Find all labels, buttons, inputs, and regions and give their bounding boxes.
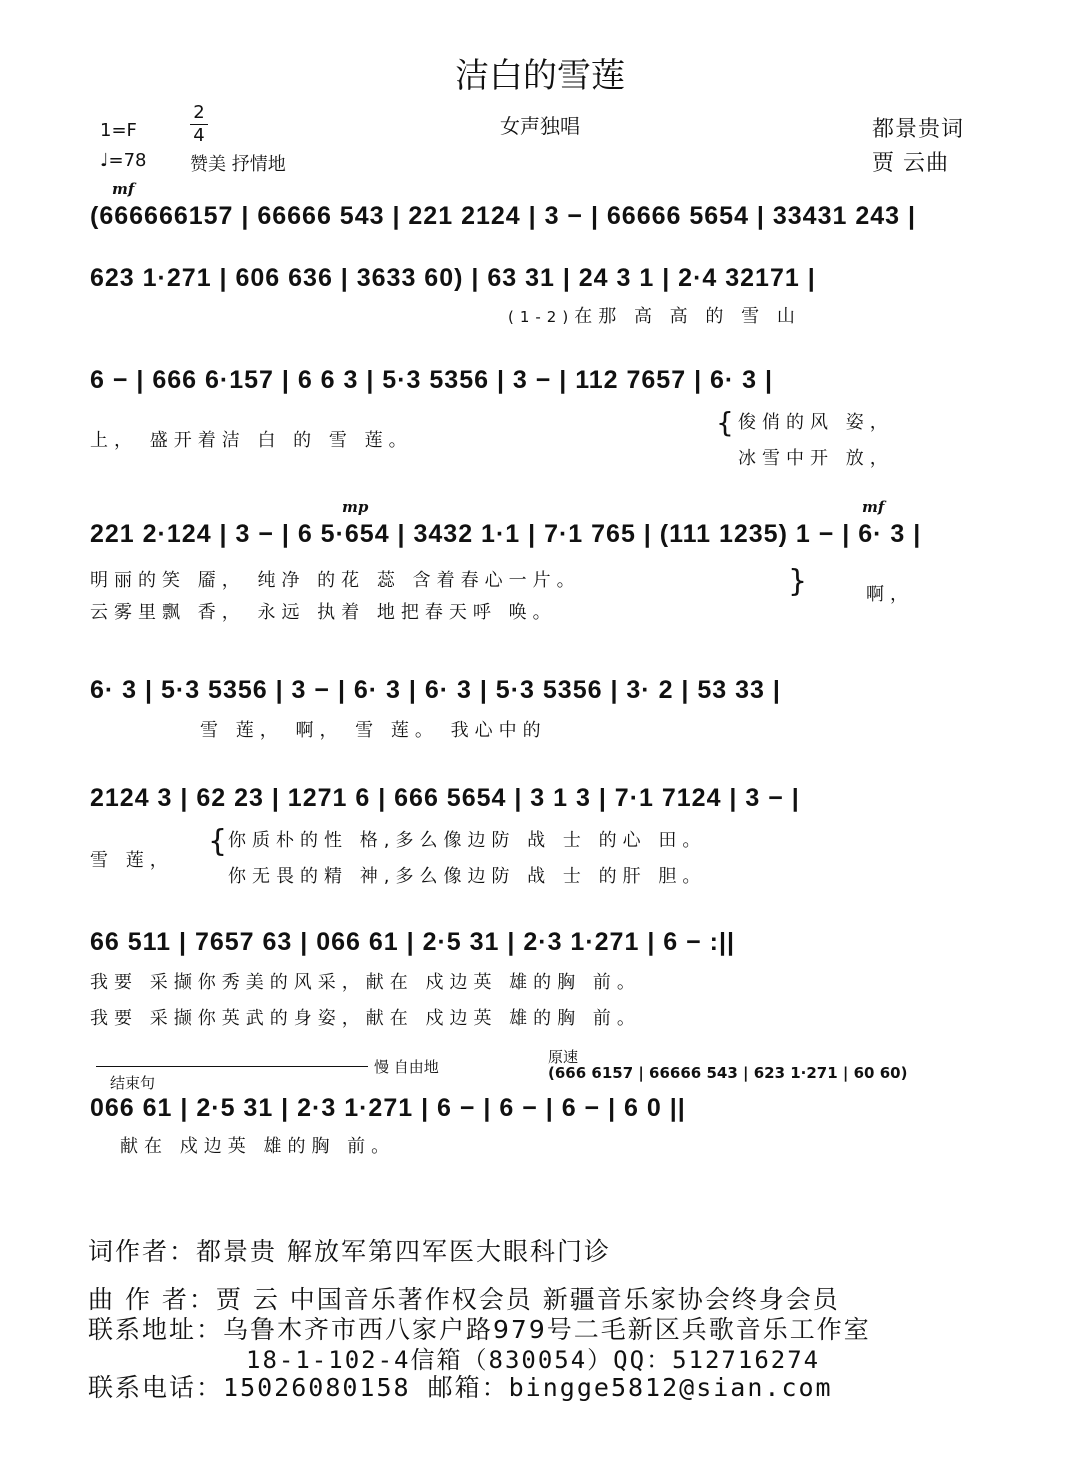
lyric-line-3-verse-2: 冰雪中开 放， xyxy=(738,448,894,469)
lyric-line-8: 献在 戍边英 雄的胸 前。 xyxy=(120,1136,396,1157)
verse-brace-left: { xyxy=(716,406,734,439)
ending-bracket xyxy=(96,1066,368,1067)
composer-credit: 贾 云曲 xyxy=(872,151,949,176)
lyric-line-3: 上， 盛开着洁 白 的 雪 莲。 xyxy=(90,430,413,451)
verse-marker: (1-2) xyxy=(508,308,575,326)
score-line-2: 623 1·271 | 606 636 | 3633 60) | 63 31 | 24 3 1 | 2·4 32171 | xyxy=(90,264,816,292)
lyric-line-2 xyxy=(508,302,988,328)
lyric-line-4-verse-2: 云雾里飘 香， 永远 执着 地把春天呼 唤。 xyxy=(90,602,557,623)
score-line-8: 066 61 | 2·5 31 | 2·3 1·271 | 6 − | 6 − | 6 − | 6 0 || xyxy=(90,1094,686,1122)
lyric-line-4-verse-1: 明丽的笑 靥， 纯净 的花 蕊 含着春心一片。 xyxy=(90,570,581,591)
lyric-line-6-verse-1: 你质朴的性 格,多么像边防 战 士 的心 田。 xyxy=(228,830,707,851)
footer-address-label: 联系地址： xyxy=(88,1315,224,1344)
time-signature-top: 2 xyxy=(193,102,205,123)
ending-label: 结束句 xyxy=(110,1074,156,1092)
lyric-line-7-verse-2: 我要 采撷你英武的身姿，献在 戍边英 雄的胸 前。 xyxy=(90,1008,641,1029)
footer-phone-info: 15026080158 邮箱：bingge5812@sian.com xyxy=(223,1373,833,1402)
footer-lyricist-info: 都景贵 解放军第四军医大眼科门诊 xyxy=(196,1237,611,1266)
footer-address-info: 乌鲁木齐市西八家户路979号二毛新区兵歌音乐工作室 xyxy=(223,1315,871,1344)
dynamic-mf-2: mf xyxy=(862,498,885,516)
footer-lyricist-label: 词作者： xyxy=(88,1237,197,1266)
lyric-line-4-ah: 啊， xyxy=(866,584,914,605)
restore-tempo: 原速 xyxy=(548,1048,579,1066)
footer-phone-label: 联系电话： xyxy=(88,1373,224,1402)
time-signature xyxy=(190,102,208,147)
quarter-note-icon: ♩ xyxy=(100,150,109,171)
score-line-3: 6 − | 666 6·157 | 6 6 3 | 5·3 5356 | 3 − | 112 7657 | 6· 3 | xyxy=(90,366,774,394)
lyric-line-5: 雪 莲， 啊， 雪 莲。 我心中的 xyxy=(200,720,547,741)
lyric-line-3-verse-1: 俊俏的风 姿， xyxy=(738,412,894,433)
score-line-7: 66 511 | 7657 63 | 066 61 | 2·5 31 | 2·3 1·271 | 6 − :|| xyxy=(90,928,735,956)
footer-lyricist xyxy=(88,1232,611,1268)
song-title: 洁白的雪莲 xyxy=(455,56,625,96)
expression-marking: 赞美 抒情地 xyxy=(190,154,286,175)
verse-brace-right: } xyxy=(788,564,808,599)
score-line-4: 221 2·124 | 3 − | 6 5·654 | 3432 1·1 | 7·1 765 | (111 1235) 1 − | 6· 3 | xyxy=(90,520,922,548)
tempo-value: =78 xyxy=(108,150,147,171)
lyric-line-7-verse-1: 我要 采撷你秀美的风采，献在 戍边英 雄的胸 前。 xyxy=(90,972,641,993)
lyric-line-2-text: 在那 高 高 的 雪 山 xyxy=(574,306,801,327)
score-line-1: (666666157 | 66666 543 | 221 2124 | 3 − | 66666 5654 | 33431 243 | xyxy=(90,202,916,230)
ending-tempo: 慢 自由地 xyxy=(374,1058,439,1076)
tempo-marking xyxy=(100,150,147,171)
footer-phone xyxy=(88,1368,833,1404)
footer-address-continued: 18-1-102-4信箱（830054）QQ：512716274 xyxy=(246,1346,821,1374)
footer-composer-label: 曲 作 者： xyxy=(88,1285,216,1314)
ending-accompaniment: (666 6157 | 66666 543 | 623 1·271 | 60 60) xyxy=(548,1064,908,1082)
score-line-6: 2124 3 | 62 23 | 1271 6 | 666 5654 | 3 1 3 | 7·1 7124 | 3 − | xyxy=(90,784,800,812)
score-line-5: 6· 3 | 5·3 5356 | 3 − | 6· 3 | 6· 3 | 5·3 5356 | 3· 2 | 53 33 | xyxy=(90,676,781,704)
footer-composer-info: 贾 云 中国音乐著作权会员 新疆音乐家协会终身会员 xyxy=(215,1285,840,1314)
key-signature: 1=F xyxy=(100,120,137,141)
time-signature-bottom: 4 xyxy=(190,124,208,147)
dynamic-mp: mp xyxy=(342,498,369,516)
dynamic-mf: mf xyxy=(112,180,135,198)
verse-brace-left-2: { xyxy=(208,824,228,859)
lyric-line-6-verse-2: 你无畏的精 神,多么像边防 战 士 的肝 胆。 xyxy=(228,866,707,887)
lyric-line-6-prefix: 雪 莲， xyxy=(90,850,174,871)
lyricist-credit: 都景贵词 xyxy=(872,117,965,142)
performance-type: 女声独唱 xyxy=(500,114,580,138)
